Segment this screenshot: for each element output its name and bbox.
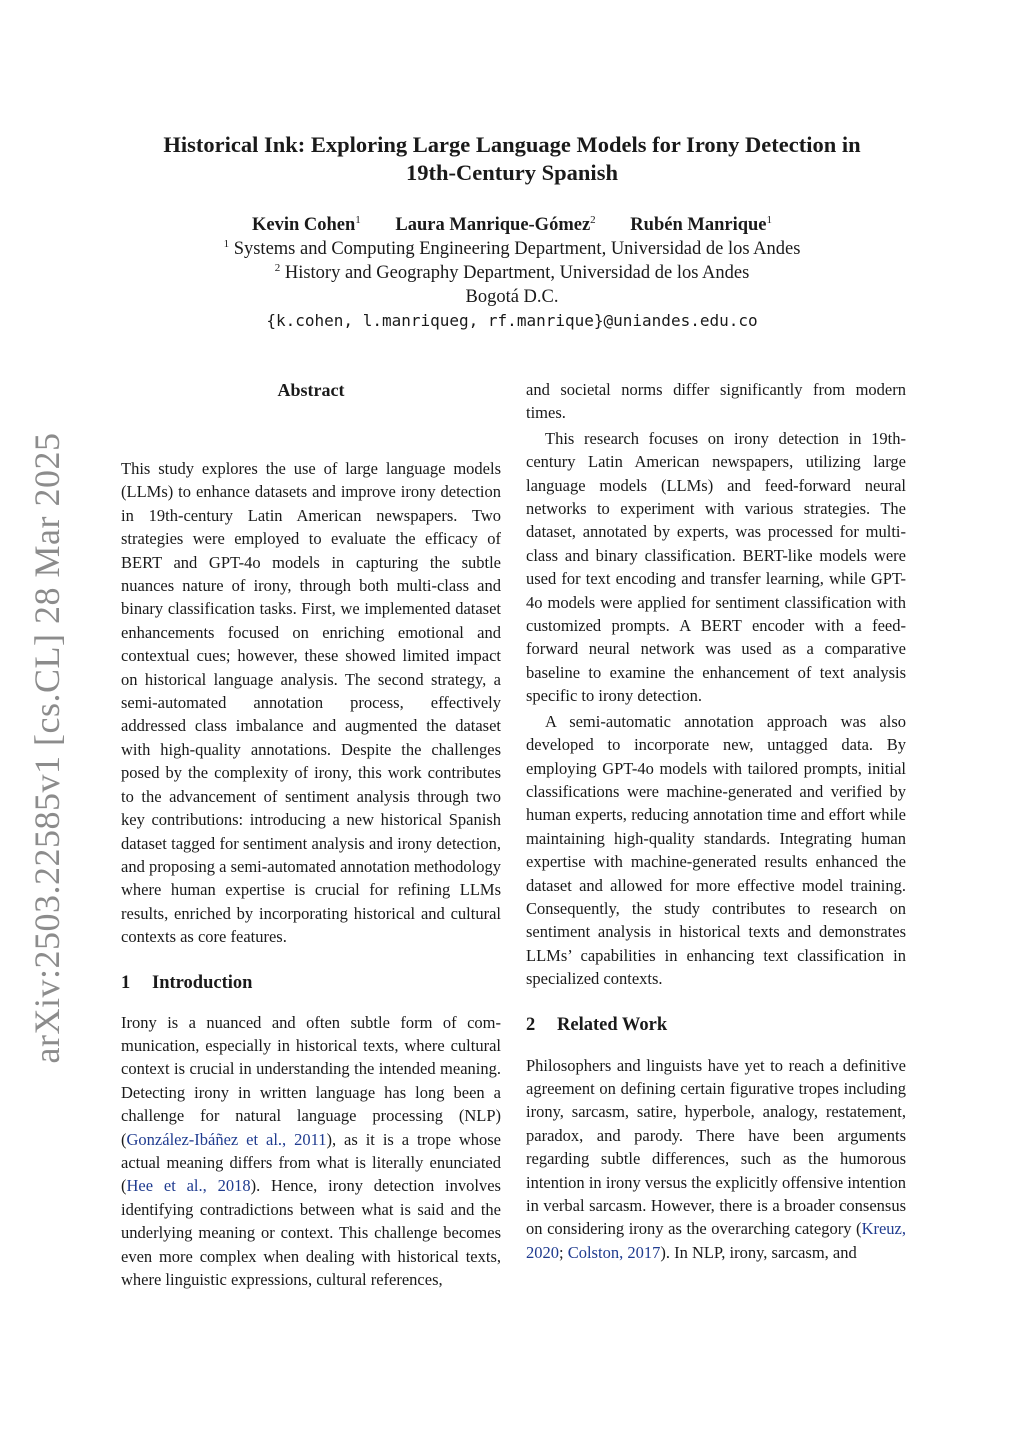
paragraph-text: ). Hence, irony detection involves identifying contradictions between what is said and the underlying meaning or context. This challenge becomes even more complex when dealing with historical texts, where linguistic expressions, cultural references, [121,1176,501,1289]
abstract-heading: Abstract [277,380,345,400]
citation-hee-2018[interactable]: Hee et al., 2018 [126,1176,251,1196]
affiliation-mark: 2 [274,262,281,274]
arxiv-identifier: arXiv:2503.22585v1 [cs.CL] 28 Mar 2025 [27,432,67,1064]
author-1 [252,215,361,235]
affiliation-text: History and Geography Department, Universidad de los Andes [284,263,750,283]
author-name: Laura Manrique-Gómez [395,215,591,235]
paragraph-text: ). In NLP, irony, sarcasm, and [660,1242,857,1262]
section-number: 1 [121,972,131,993]
affiliation-mark: 1 [223,238,230,250]
author-2 [395,215,595,235]
introduction-paragraph-2: This research focuses on irony detection in 19th-century Latin American newspapers, utilizing large language models (LLMs) and feed-forward neural networks to experiment with various strategies. The dataset, annotated by experts, was processed for multi-class and binary classification. BERT-like models were used for text encoding and transfer learning, while GPT-4o models were applied for sentiment classification with customized prompts. A BERT encoder with a feed-forward neural network was used as a comparative baseline to examine the enhancement of text analysis specific to irony detection. [526,428,906,706]
author-name: Rubén Manrique [630,215,767,235]
related-work-paragraph-1 [526,1054,906,1265]
introduction-heading [121,971,501,995]
affiliation-text: Systems and Computing Engineering Department, Universidad de los Andes [233,239,801,259]
introduction-paragraph-3: A semi-automatic annotation approach was also developed to incorporate new, untagged data. By employing GPT-4o models with tailored prompts, initial classifications were machine-generated and verified by human experts, reducing annotation time and effort while maintaining high-quality standards. Integrating human expertise with machine-generated results enhanced the dataset and allowed for more effective model training. Consequently, the study contributes to research on sentiment analysis in historical texts and demonstrates LLMs’ capabilities in enhancing text classification in specialized contexts. [526,711,906,989]
author-block [90,213,934,333]
citation-colston-2017[interactable]: Colston, 2017 [567,1242,661,1262]
email-addresses: {k.cohen, l.manriqueg, rf.manrique}@uniandes.edu.co [266,311,758,330]
affiliation-mark: 1 [355,214,361,226]
citation-kreuz-2020[interactable]: Kreuz, 2020 [526,1219,906,1262]
affiliation-2 [90,261,934,285]
section-number: 2 [526,1014,536,1035]
title-line-2: 19th-Century Spanish [406,160,618,185]
introduction-paragraph-1 [121,1011,501,1292]
affiliation-mark: 1 [766,214,772,226]
section-title: Introduction [152,972,253,993]
abstract-text: This study explores the use of large language models (LLMs) to enhance datasets and improve irony detection in 19th-century Latin American newspapers. Two strategies were employed to evaluate the efficacy of BERT and GPT-4o models in capturing the subtle nuances nature of irony, through both multi-class and binary classification tasks. First, we implemented dataset enhancements focused on enriching emotional and contextual cues; however, these showed limited impact on historical language analysis. The second strategy, a semi-automated annotation process, effectively addressed class imbalance and augmented the dataset with high-quality annotations. Despite the challenges posed by the complexity of irony, this work contributes to the advancement of sentiment analysis through two key contributions: introducing a new historical Spanish dataset tagged for sentiment analysis and irony detection, and proposing a semi-automated annotation methodology where human expertise is crucial for refining LLMs results, enriched by incorporating historical and cultural contexts as core features. [121,459,501,947]
right-column [526,378,906,1264]
related-work-heading [526,1013,906,1037]
citation-gonzalez-ibanez-2011[interactable]: González-Ibáñez et al., 2011 [126,1129,327,1149]
paragraph-text: Irony is a nuanced and often subtle form of communication, especially in historical texts, where cultural context is crucial in understanding the intended meaning. Detecting irony in written language has long been a challenge for natural language processing (NLP) ( [121,1012,501,1149]
title-line-1: Historical Ink: Exploring Large Language Models for Irony Detection in [163,132,861,157]
author-3 [630,215,772,235]
author-names [90,213,934,237]
paragraph-text: Philosophers and linguists have yet to reach a definitive agreement on defining certain figurative tropes including irony, sarcasm, satire, hyperbole, analogy, restatement, paradox, and parody. There have been arguments regarding subtle differences, such as the humorous intention in irony versus the explicitly offensive intention in verbal sarcasm. However, there is a broader consensus on considering irony as the overarching category ( [526,1055,906,1239]
introduction-paragraph-1-continued: and societal norms differ significantly from modern times. [526,380,906,423]
affiliation-1 [90,237,934,261]
location: Bogotá D.C. [465,287,559,307]
paragraph-text: ), as it is a trope whose actual meaning differs from what is literally enunciated ( [121,1129,501,1196]
author-name: Kevin Cohen [251,215,356,235]
section-title: Related Work [557,1014,668,1035]
affiliation-mark: 2 [590,214,596,226]
citation-separator: ; [559,1242,568,1262]
paper-title [90,131,934,187]
left-column [121,378,501,1291]
